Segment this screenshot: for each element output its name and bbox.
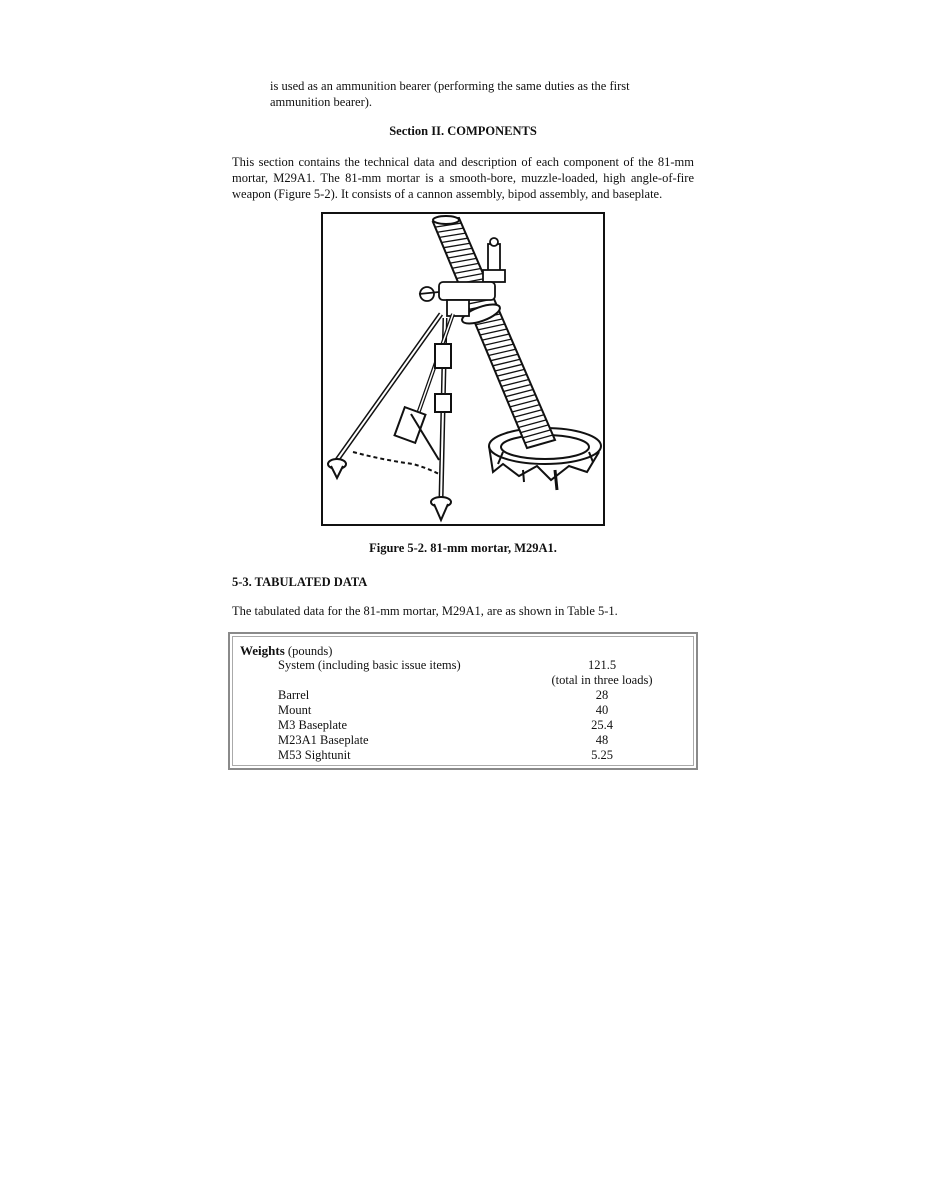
figure-caption: Figure 5-2. 81-mm mortar, M29A1.	[369, 541, 557, 555]
table-row-label: M23A1 Baseplate	[278, 733, 369, 747]
table-row-label: M3 Baseplate	[278, 718, 348, 732]
mortar-figure	[321, 212, 605, 526]
table-row-value: 28	[595, 688, 609, 702]
tabulated-data-heading: 5-3. TABULATED DATA	[232, 575, 368, 589]
table-row-value: 40	[595, 703, 609, 717]
bipod-feet-drawing	[328, 459, 451, 520]
weights-heading	[240, 643, 332, 659]
table-row-value: 48	[595, 733, 609, 747]
continuation-paragraph: is used as an ammunition bearer (performing the same duties as the first ammunition bearer).	[270, 79, 630, 109]
intro-paragraph: This section contains the technical data and description of each component of the 81-mm mortar, M29A1. The 81-mm mortar is a smooth-bore, muzzle-loaded, high angle-of-fire weapon (Figure 5-2). It consists of a cannon assembly, bipod assembly, and baseplate.	[232, 155, 694, 201]
weights-table	[228, 632, 698, 770]
bipod-drawing	[337, 314, 453, 500]
table-row-value: (total in three loads)	[551, 673, 653, 687]
weights-heading-bold: Weights	[240, 643, 285, 658]
sight-drawing	[483, 238, 505, 282]
table-row-label: M53 Sightunit	[278, 748, 351, 762]
tabulated-data-paragraph: The tabulated data for the 81-mm mortar, M29A1, are as shown in Table 5-1.	[232, 604, 618, 618]
section-heading: Section II. COMPONENTS	[389, 124, 537, 138]
table-row-label: System (including basic issue items)	[278, 658, 461, 672]
weights-heading-unit: (pounds)	[287, 644, 333, 658]
table-row-label: Mount	[278, 703, 312, 717]
mortar-illustration	[323, 214, 603, 524]
table-row-value: 121.5	[587, 658, 617, 672]
table-row-value: 25.4	[591, 718, 613, 732]
table-row-value: 5.25	[591, 748, 613, 762]
table-row-label: Barrel	[278, 688, 310, 702]
